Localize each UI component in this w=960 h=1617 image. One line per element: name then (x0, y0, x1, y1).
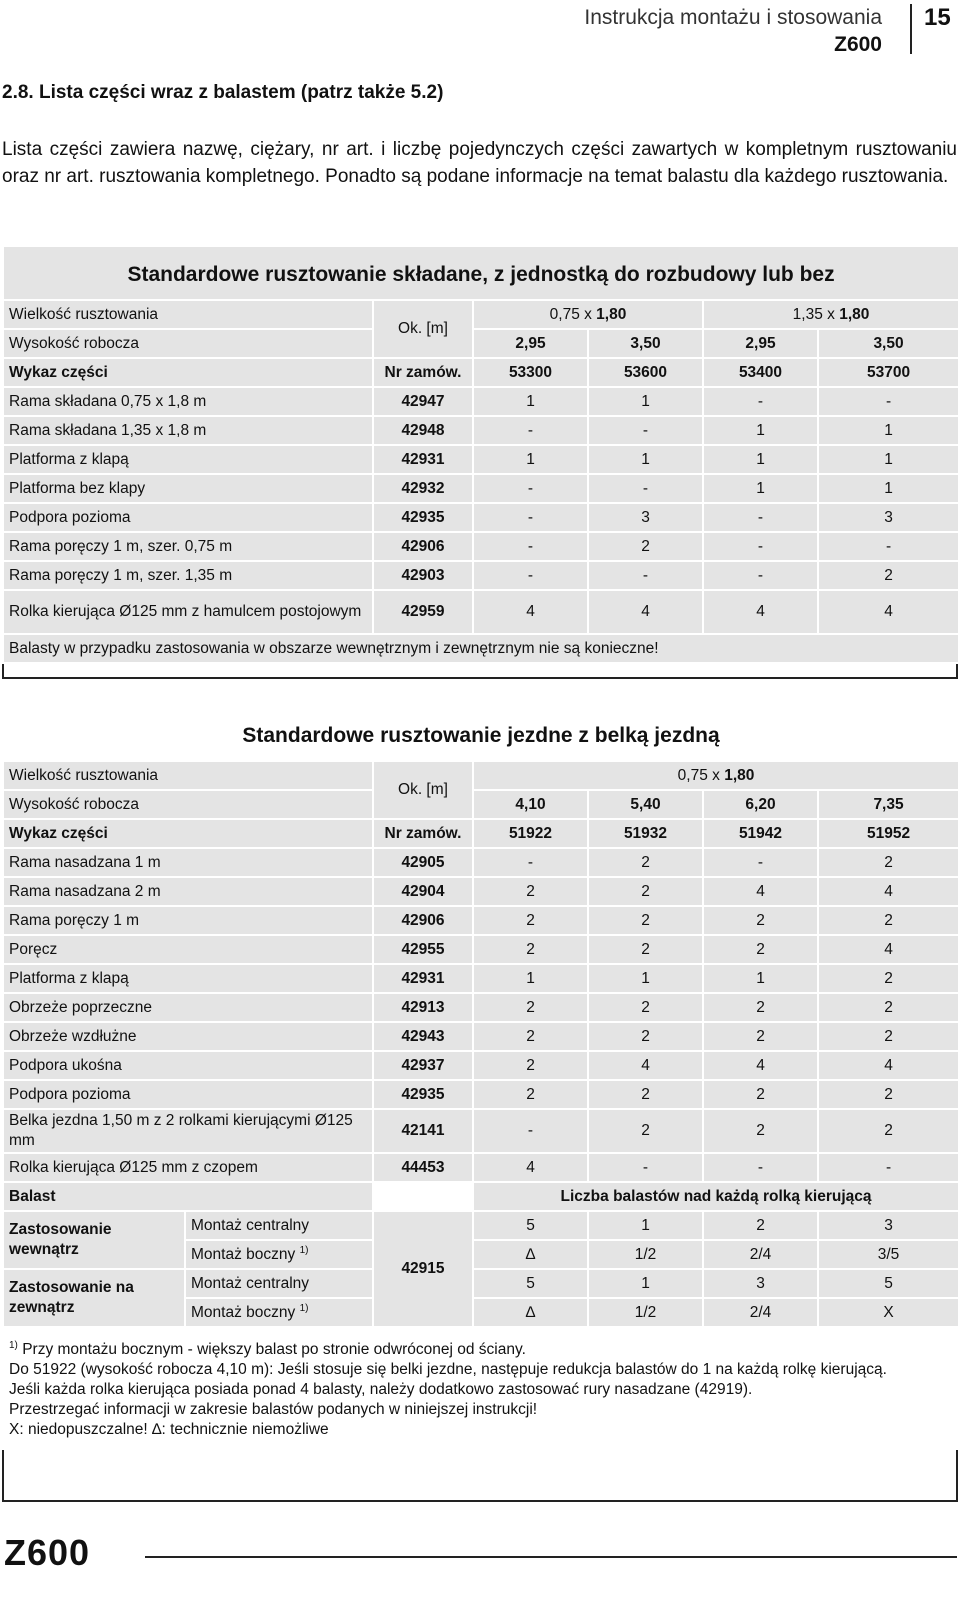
ballast-cell: 3 (703, 1269, 818, 1298)
table-mobile-scaffold (2, 706, 960, 1450)
order-number: 53700 (818, 358, 959, 387)
qty-cell: 4 (818, 935, 959, 964)
ballast-cell: 3/5 (818, 1240, 959, 1269)
qty-cell: - (473, 561, 588, 590)
mount-central-label: Montaż centralny (185, 1211, 373, 1240)
table-folding-scaffold (2, 245, 960, 664)
inside-label: Zastosowanie wewnątrz (3, 1211, 185, 1269)
part-name: Belka jezdna 1,50 m z 2 rolkami kierującymi Ø125 mm (3, 1109, 373, 1153)
height-cell: 5,40 (588, 790, 703, 819)
ballast-cell: 2/4 (703, 1240, 818, 1269)
qty-cell: 2 (588, 1109, 703, 1153)
part-name: Rama poręczy 1 m (3, 906, 373, 935)
table-row (3, 387, 959, 416)
ballast-part-number: 42915 (373, 1211, 473, 1327)
qty-cell: - (473, 1109, 588, 1153)
order-number: 51922 (473, 819, 588, 848)
qty-cell: 2 (588, 993, 703, 1022)
qty-cell: - (703, 848, 818, 877)
height-cell: 2,95 (473, 329, 588, 358)
qty-cell: - (473, 503, 588, 532)
qty-cell: - (703, 1153, 818, 1182)
qty-cell: 4 (588, 1051, 703, 1080)
order-label: Nr zamów. (373, 358, 473, 387)
qty-cell: 1 (703, 416, 818, 445)
height-cell: 3,50 (588, 329, 703, 358)
part-number: 42948 (373, 416, 473, 445)
qty-cell: - (588, 474, 703, 503)
table-row (3, 993, 959, 1022)
qty-cell: 2 (588, 877, 703, 906)
part-name: Podpora pozioma (3, 503, 373, 532)
qty-cell: 2 (588, 1022, 703, 1051)
height-cell: 7,35 (818, 790, 959, 819)
page-number: 15 (924, 4, 951, 31)
part-name: Rama nasadzana 1 m (3, 848, 373, 877)
qty-cell: 2 (703, 935, 818, 964)
qty-cell: 2 (588, 1080, 703, 1109)
qty-cell: - (588, 416, 703, 445)
table-row (3, 503, 959, 532)
qty-cell: 2 (703, 906, 818, 935)
qty-cell: 2 (703, 993, 818, 1022)
qty-cell: 2 (818, 848, 959, 877)
qty-cell: 1 (588, 387, 703, 416)
qty-cell: 2 (588, 848, 703, 877)
part-name: Platforma z klapą (3, 445, 373, 474)
qty-cell: - (588, 561, 703, 590)
qty-cell: 1 (588, 445, 703, 474)
qty-cell: 1 (703, 474, 818, 503)
size-label: Wielkość rusztowania (3, 300, 373, 329)
part-number: 42937 (373, 1051, 473, 1080)
footer-divider (145, 1556, 957, 1558)
table-row (3, 906, 959, 935)
ballast-cell: X (818, 1298, 959, 1327)
ballast-cell: 1 (588, 1269, 703, 1298)
qty-cell: 2 (818, 1080, 959, 1109)
note-line: $^{1)}$ Przy montażu bocznym - większy balast po stronie odwróconej od ściany. (9, 1340, 526, 1359)
table-row (3, 445, 959, 474)
ballast-cell: 2/4 (703, 1298, 818, 1327)
part-name: Platforma bez klapy (3, 474, 373, 503)
height-label: Wysokość robocza (3, 329, 373, 358)
part-number: 42959 (373, 590, 473, 634)
ballast-cell: ∆ (473, 1298, 588, 1327)
part-number: 42906 (373, 532, 473, 561)
qty-cell: 4 (818, 1051, 959, 1080)
qty-cell: 4 (703, 877, 818, 906)
table-row (3, 590, 959, 634)
part-number: 42905 (373, 848, 473, 877)
qty-cell: 4 (703, 590, 818, 634)
table2-title: Standardowe rusztowanie jezdne z belką jezdną (3, 707, 959, 761)
table-row (3, 1109, 959, 1153)
order-number: 51932 (588, 819, 703, 848)
outside-label: Zastosowanie na zewnątrz (3, 1269, 185, 1327)
mount-side-label: Montaż boczny $^{1)}$ (185, 1240, 373, 1269)
qty-cell: 2 (818, 561, 959, 590)
qty-cell: 2 (588, 906, 703, 935)
ballast-cell: 3 (818, 1211, 959, 1240)
order-number: 53400 (703, 358, 818, 387)
order-number: 53600 (588, 358, 703, 387)
size-label: Wielkość rusztowania (3, 761, 373, 790)
table-row (3, 1153, 959, 1182)
size-b: 1,35 x 1,80 (703, 300, 959, 329)
part-name: Rama poręczy 1 m, szer. 1,35 m (3, 561, 373, 590)
qty-cell: - (473, 532, 588, 561)
qty-cell: - (703, 387, 818, 416)
height-label: Wysokość robocza (3, 790, 373, 819)
qty-cell: - (818, 532, 959, 561)
size-a: 0,75 x 1,80 (473, 761, 959, 790)
qty-cell: 2 (818, 1022, 959, 1051)
qty-cell: 4 (473, 590, 588, 634)
part-name: Platforma z klapą (3, 964, 373, 993)
height-cell: 3,50 (818, 329, 959, 358)
ballast-cell: 5 (818, 1269, 959, 1298)
qty-cell: 2 (588, 532, 703, 561)
qty-cell: - (703, 532, 818, 561)
qty-cell: 2 (588, 935, 703, 964)
qty-cell: 2 (473, 1022, 588, 1051)
part-name: Rolka kierująca Ø125 mm z hamulcem postojowym (3, 590, 373, 634)
qty-cell: - (473, 416, 588, 445)
section-title: 2.8. Lista części wraz z balastem (patrz także 5.2) (2, 82, 444, 103)
ballast-header: Liczba balastów nad każdą rolką kierującą (473, 1182, 959, 1211)
part-number: 42141 (373, 1109, 473, 1153)
qty-cell: - (703, 503, 818, 532)
document-header (584, 4, 882, 58)
qty-cell: 2 (703, 1109, 818, 1153)
qty-cell: 1 (473, 387, 588, 416)
part-number: 42935 (373, 1080, 473, 1109)
ok-label: Ok. [m] (373, 761, 473, 819)
qty-cell: 4 (818, 877, 959, 906)
part-name: Rama poręczy 1 m, szer. 0,75 m (3, 532, 373, 561)
qty-cell: 1 (818, 445, 959, 474)
part-name: Rama nasadzana 2 m (3, 877, 373, 906)
header-divider (910, 4, 912, 54)
mount-side-label: Montaż boczny $^{1)}$ (185, 1298, 373, 1327)
qty-cell: 1 (473, 445, 588, 474)
size-a: 0,75 x 1,80 (473, 300, 703, 329)
qty-cell: - (588, 1153, 703, 1182)
table-row (3, 416, 959, 445)
ballast-cell: 5 (473, 1269, 588, 1298)
part-name: Podpora ukośna (3, 1051, 373, 1080)
intro-paragraph: Lista części zawiera nazwę, ciężary, nr art. i liczbę pojedynczych części zawartych w kompletnym rusztowaniu oraz nr art. rusztowania kompletnego. Ponadto są podane informacje na temat balastu dla każdego rusztowania. (2, 139, 957, 187)
table-row (3, 964, 959, 993)
qty-cell: 2 (473, 1051, 588, 1080)
table-row (3, 561, 959, 590)
part-name: Poręcz (3, 935, 373, 964)
part-name: Obrzeże wzdłużne (3, 1022, 373, 1051)
qty-cell: 4 (473, 1153, 588, 1182)
qty-cell: 1 (588, 964, 703, 993)
qty-cell: - (473, 474, 588, 503)
order-number: 51942 (703, 819, 818, 848)
qty-cell: 1 (703, 964, 818, 993)
qty-cell: 2 (473, 877, 588, 906)
qty-cell: 4 (588, 590, 703, 634)
order-label: Nr zamów. (373, 819, 473, 848)
ballast-cell: 5 (473, 1211, 588, 1240)
qty-cell: 2 (703, 1022, 818, 1051)
qty-cell: 2 (473, 906, 588, 935)
order-number: 51952 (818, 819, 959, 848)
table-row (3, 848, 959, 877)
part-number: 42943 (373, 1022, 473, 1051)
note-line: Jeśli każda rolka kierująca posiada ponad 4 balasty, należy dodatkowo zastosować rury nasadzane (42919). (9, 1381, 753, 1399)
qty-cell: - (818, 1153, 959, 1182)
table1-title: Standardowe rusztowanie składane, z jednostką do rozbudowy lub bez (3, 246, 959, 300)
part-number: 42913 (373, 993, 473, 1022)
part-number: 42931 (373, 445, 473, 474)
part-number: 42903 (373, 561, 473, 590)
qty-cell: 2 (473, 993, 588, 1022)
part-name: Rolka kierująca Ø125 mm z czopem (3, 1153, 373, 1182)
qty-cell: 2 (818, 993, 959, 1022)
part-name: Obrzeże poprzeczne (3, 993, 373, 1022)
note-line: Do 51922 (wysokość robocza 4,10 m): Jeśli stosuje się belki jezdne, następuje redukcja balastów do 1 na każdą rolkę kierującą. (9, 1361, 887, 1379)
table2-notes (3, 1327, 959, 1449)
qty-cell: 2 (818, 1109, 959, 1153)
ballast-note: Balasty w przypadku zastosowania w obszarze wewnętrznym i zewnętrznym nie są konieczne! (3, 634, 959, 663)
ballast-spacer (373, 1182, 473, 1211)
part-number: 42955 (373, 935, 473, 964)
ballast-cell: 1/2 (588, 1240, 703, 1269)
ok-label: Ok. [m] (373, 300, 473, 358)
ballast-cell: ∆ (473, 1240, 588, 1269)
part-number: 42904 (373, 877, 473, 906)
part-number: 42947 (373, 387, 473, 416)
order-number: 53300 (473, 358, 588, 387)
qty-cell: 1 (703, 445, 818, 474)
qty-cell: 2 (473, 935, 588, 964)
qty-cell: 4 (703, 1051, 818, 1080)
ballast-cell: 2 (703, 1211, 818, 1240)
qty-cell: 1 (818, 474, 959, 503)
mount-central-label: Montaż centralny (185, 1269, 373, 1298)
ballast-cell: 1/2 (588, 1298, 703, 1327)
ballast-label: Balast (3, 1182, 373, 1211)
table-row (3, 1080, 959, 1109)
qty-cell: 3 (818, 503, 959, 532)
table-row (3, 1022, 959, 1051)
height-cell: 4,10 (473, 790, 588, 819)
part-name: Podpora pozioma (3, 1080, 373, 1109)
qty-cell: 2 (703, 1080, 818, 1109)
qty-cell: 3 (588, 503, 703, 532)
part-number: 42935 (373, 503, 473, 532)
table-row (3, 935, 959, 964)
qty-cell: 2 (818, 964, 959, 993)
part-number: 42932 (373, 474, 473, 503)
qty-cell: - (818, 387, 959, 416)
table-row (3, 1051, 959, 1080)
table-row (3, 877, 959, 906)
table-row (3, 474, 959, 503)
table-row (3, 532, 959, 561)
note-line: Przestrzegać informacji w zakresie balastów podanych w niniejszej instrukcji! (9, 1401, 538, 1419)
qty-cell: - (703, 561, 818, 590)
manual-title: Instrukcja montażu i stosowania (584, 6, 882, 29)
note-line: X: niedopuszczalne! ∆: technicznie niemożliwe (9, 1421, 329, 1439)
footer-logo: Z600 (4, 1532, 91, 1573)
qty-cell: 4 (818, 590, 959, 634)
qty-cell: 1 (473, 964, 588, 993)
part-name: Rama składana 0,75 x 1,8 m (3, 387, 373, 416)
parts-label: Wykaz części (3, 819, 373, 848)
height-cell: 2,95 (703, 329, 818, 358)
qty-cell: 2 (818, 906, 959, 935)
qty-cell: 2 (473, 1080, 588, 1109)
part-name: Rama składana 1,35 x 1,8 m (3, 416, 373, 445)
qty-cell: 1 (818, 416, 959, 445)
height-cell: 6,20 (703, 790, 818, 819)
qty-cell: - (473, 848, 588, 877)
parts-label: Wykaz części (3, 358, 373, 387)
part-number: 42931 (373, 964, 473, 993)
ballast-cell: 1 (588, 1211, 703, 1240)
part-number: 42906 (373, 906, 473, 935)
model-name: Z600 (834, 33, 882, 56)
part-number: 44453 (373, 1153, 473, 1182)
